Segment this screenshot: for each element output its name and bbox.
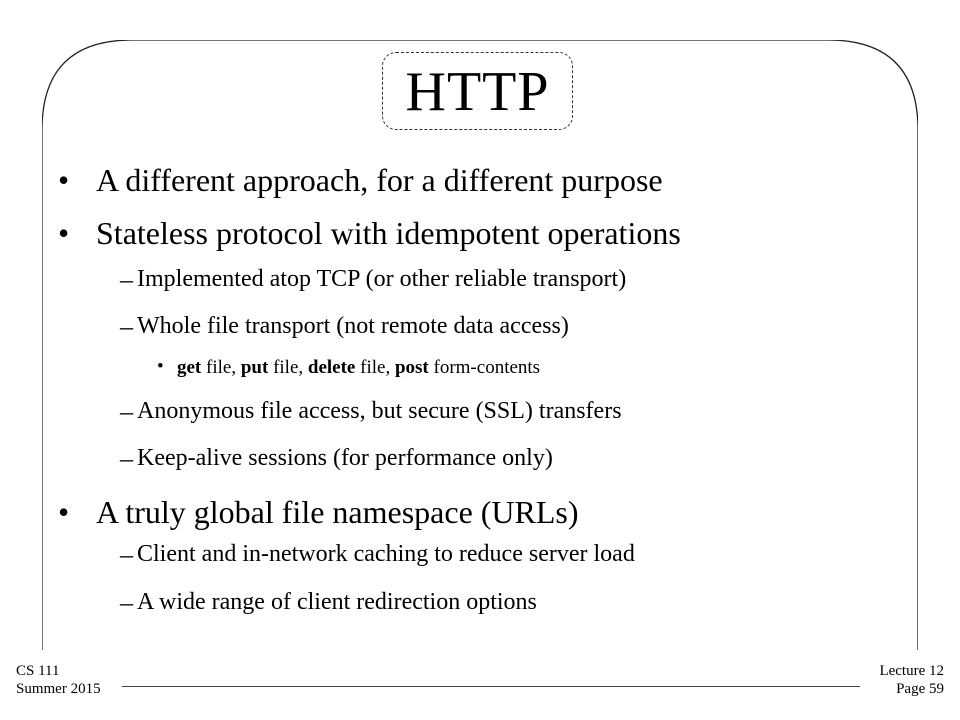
method-text: file, bbox=[268, 357, 308, 378]
dash-icon: – bbox=[120, 588, 133, 617]
bullet-text: Client and in-network caching to reduce server load bbox=[137, 541, 635, 567]
slide-title: HTTP bbox=[405, 61, 550, 123]
course-name: CS 111 bbox=[16, 663, 60, 679]
title-box bbox=[382, 52, 573, 130]
course-term: Summer 2015 bbox=[16, 681, 101, 697]
method-text: form-contents bbox=[428, 357, 541, 378]
sub-bullet-item bbox=[120, 588, 537, 617]
method-put: put bbox=[240, 357, 269, 378]
sub-bullet-item bbox=[120, 540, 635, 569]
method-post: post bbox=[394, 357, 429, 378]
method-text: file, bbox=[355, 357, 395, 378]
sub-sub-bullet-item bbox=[157, 356, 541, 379]
bullet-icon: • bbox=[58, 215, 70, 251]
footer-course bbox=[16, 662, 101, 698]
method-get: get bbox=[177, 357, 202, 378]
bullet-text: Whole file transport (not remote data access) bbox=[137, 313, 569, 339]
sub-bullet-item bbox=[120, 397, 622, 426]
bullet-text: A truly global file namespace (URLs) bbox=[96, 494, 579, 530]
page-number: Page 59 bbox=[896, 681, 944, 697]
bullet-text: Stateless protocol with idempotent operations bbox=[96, 215, 681, 251]
bullet-text: A wide range of client redirection options bbox=[137, 589, 537, 615]
bullet-item bbox=[58, 215, 681, 252]
bullet-icon: • bbox=[58, 494, 70, 530]
sub-bullet-item bbox=[120, 444, 553, 473]
bullet-icon: • bbox=[157, 356, 164, 377]
sub-bullet-item bbox=[120, 265, 627, 294]
method-text: file, bbox=[201, 357, 241, 378]
bullet-text: A different approach, for a different purpose bbox=[96, 162, 663, 198]
sub-bullet-item bbox=[120, 312, 569, 341]
dash-icon: – bbox=[120, 444, 133, 473]
bullet-text: Keep-alive sessions (for performance only) bbox=[137, 445, 553, 471]
bullet-icon: • bbox=[58, 162, 70, 198]
footer-rule bbox=[122, 686, 860, 687]
dash-icon: – bbox=[120, 265, 133, 294]
bullet-text: Implemented atop TCP (or other reliable transport) bbox=[137, 266, 627, 292]
method-delete: delete bbox=[307, 357, 356, 378]
bullet-text: Anonymous file access, but secure (SSL) transfers bbox=[137, 398, 622, 424]
bullet-item bbox=[58, 162, 663, 199]
footer-page bbox=[879, 662, 944, 698]
dash-icon: – bbox=[120, 312, 133, 341]
dash-icon: – bbox=[120, 397, 133, 426]
bullet-item bbox=[58, 494, 579, 531]
dash-icon: – bbox=[120, 540, 133, 569]
lecture-number: Lecture 12 bbox=[879, 663, 944, 679]
